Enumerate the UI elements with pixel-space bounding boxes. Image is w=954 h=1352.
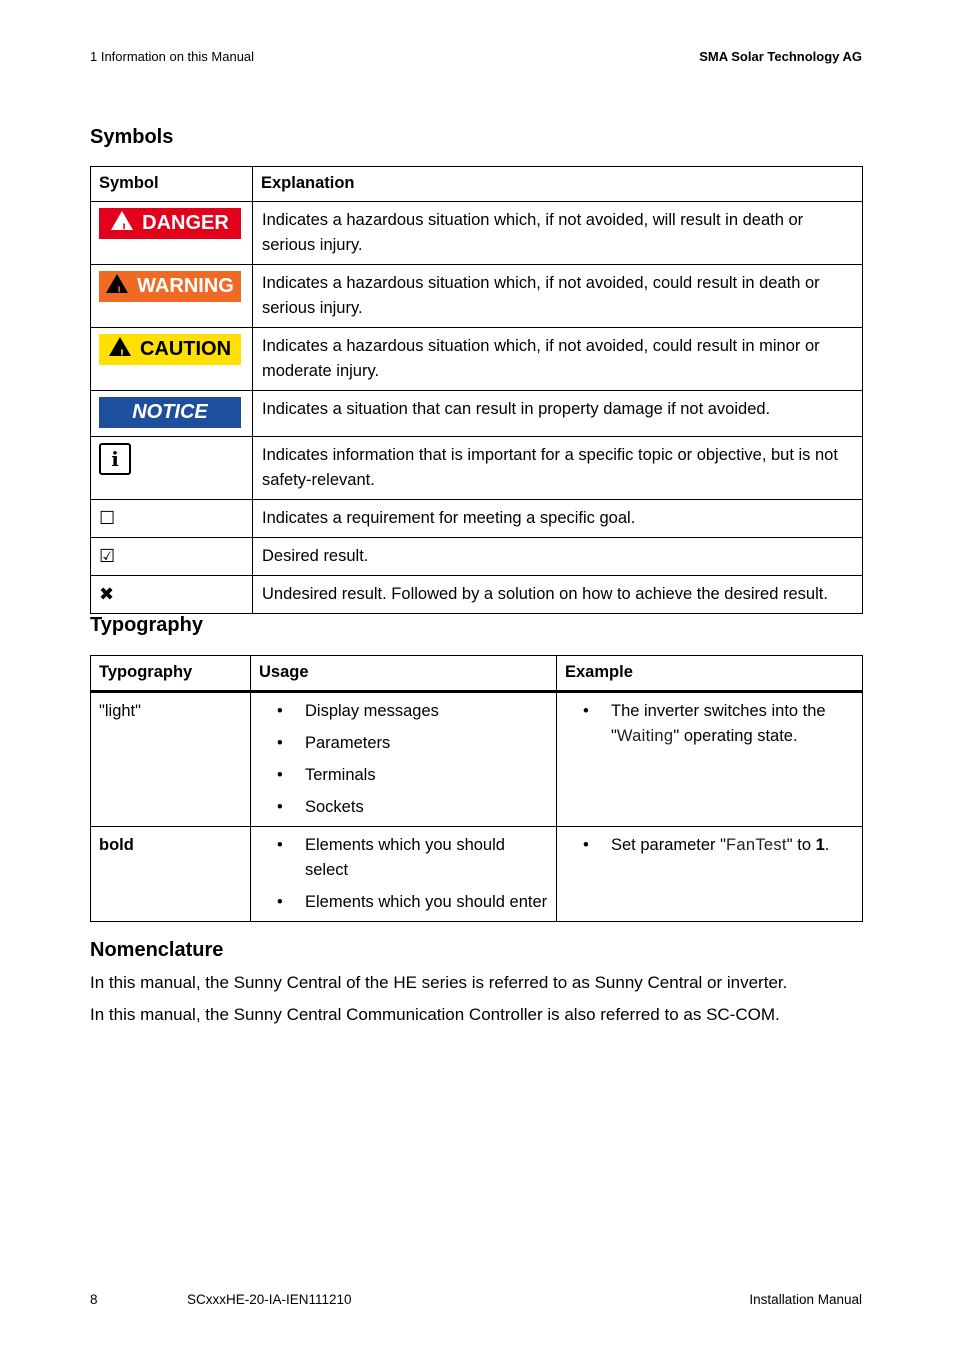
table-row [91, 827, 863, 922]
list-item: • Set parameter "FanTest" to 1. [565, 833, 854, 858]
info-icon: i [99, 443, 131, 475]
header-section-title: 1 Information on this Manual [90, 49, 255, 64]
cross-icon: ✖ [91, 576, 253, 614]
nomenclature-paragraph-2: In this manual, the Sunny Central Communication Controller is also referred to as SC-COM. [90, 1005, 780, 1024]
table-row [91, 328, 863, 391]
explanation-text: Undesired result. Followed by a solution on how to achieve the desired result. [253, 576, 863, 614]
symbols-heading: Symbols [90, 126, 174, 148]
usage-list [259, 699, 548, 820]
typography-heading: Typography [90, 614, 203, 636]
example-list [565, 833, 854, 858]
list-item: • Elements which you should enter [259, 890, 548, 915]
warning-triangle-icon: ! [106, 274, 132, 300]
warning-badge: ! WARNING [99, 271, 241, 302]
table-row [91, 265, 863, 328]
nomenclature-heading: Nomenclature [90, 939, 224, 961]
page-number: 8 [90, 1292, 98, 1307]
document-id: SCxxxHE-20-IA-IEN111210 [187, 1292, 352, 1307]
table-row [91, 538, 863, 576]
danger-badge: ! DANGER [99, 208, 241, 239]
explanation-text: Desired result. [253, 538, 863, 576]
table-header-row [91, 656, 863, 692]
col-explanation: Explanation [253, 167, 863, 202]
list-item: • The inverter switches into the "Waiting" operating state. [565, 699, 854, 749]
table-row [91, 391, 863, 437]
table-row [91, 500, 863, 538]
header-company: SMA Solar Technology AG [699, 49, 862, 64]
explanation-text: Indicates a hazardous situation which, if not avoided, will result in death or serious injury. [253, 202, 863, 265]
list-item: • Elements which you should select [259, 833, 548, 883]
checkbox-empty-icon: ☐ [91, 500, 253, 538]
list-item: • Parameters [259, 731, 548, 756]
table-row [91, 692, 863, 827]
col-usage: Usage [251, 656, 557, 692]
warning-triangle-icon: ! [109, 337, 135, 363]
notice-badge: NOTICE [99, 397, 241, 428]
col-symbol: Symbol [91, 167, 253, 202]
col-typography: Typography [91, 656, 251, 692]
list-item: • Terminals [259, 763, 548, 788]
symbols-table [90, 166, 863, 614]
table-row [91, 576, 863, 614]
list-item: • Display messages [259, 699, 548, 724]
document-type: Installation Manual [749, 1292, 862, 1307]
table-row [91, 202, 863, 265]
warning-triangle-icon: ! [111, 211, 137, 237]
caution-badge: ! CAUTION [99, 334, 241, 365]
table-header-row [91, 167, 863, 202]
list-item: • Sockets [259, 795, 548, 820]
explanation-text: Indicates information that is important for a specific topic or objective, but is not safety-relevant. [253, 437, 863, 500]
explanation-text: Indicates a situation that can result in property damage if not avoided. [253, 391, 863, 437]
col-example: Example [557, 656, 863, 692]
checkbox-checked-icon: ☑ [91, 538, 253, 576]
typography-type: "light" [91, 692, 251, 827]
table-row [91, 437, 863, 500]
explanation-text: Indicates a hazardous situation which, if not avoided, could result in death or serious injury. [253, 265, 863, 328]
example-list [565, 699, 854, 749]
nomenclature-paragraph-1: In this manual, the Sunny Central of the HE series is referred to as Sunny Central or inverter. [90, 973, 788, 992]
usage-list [259, 833, 548, 915]
explanation-text: Indicates a requirement for meeting a specific goal. [253, 500, 863, 538]
typography-table [90, 655, 863, 922]
explanation-text: Indicates a hazardous situation which, if not avoided, could result in minor or moderate injury. [253, 328, 863, 391]
typography-type: bold [91, 827, 251, 922]
